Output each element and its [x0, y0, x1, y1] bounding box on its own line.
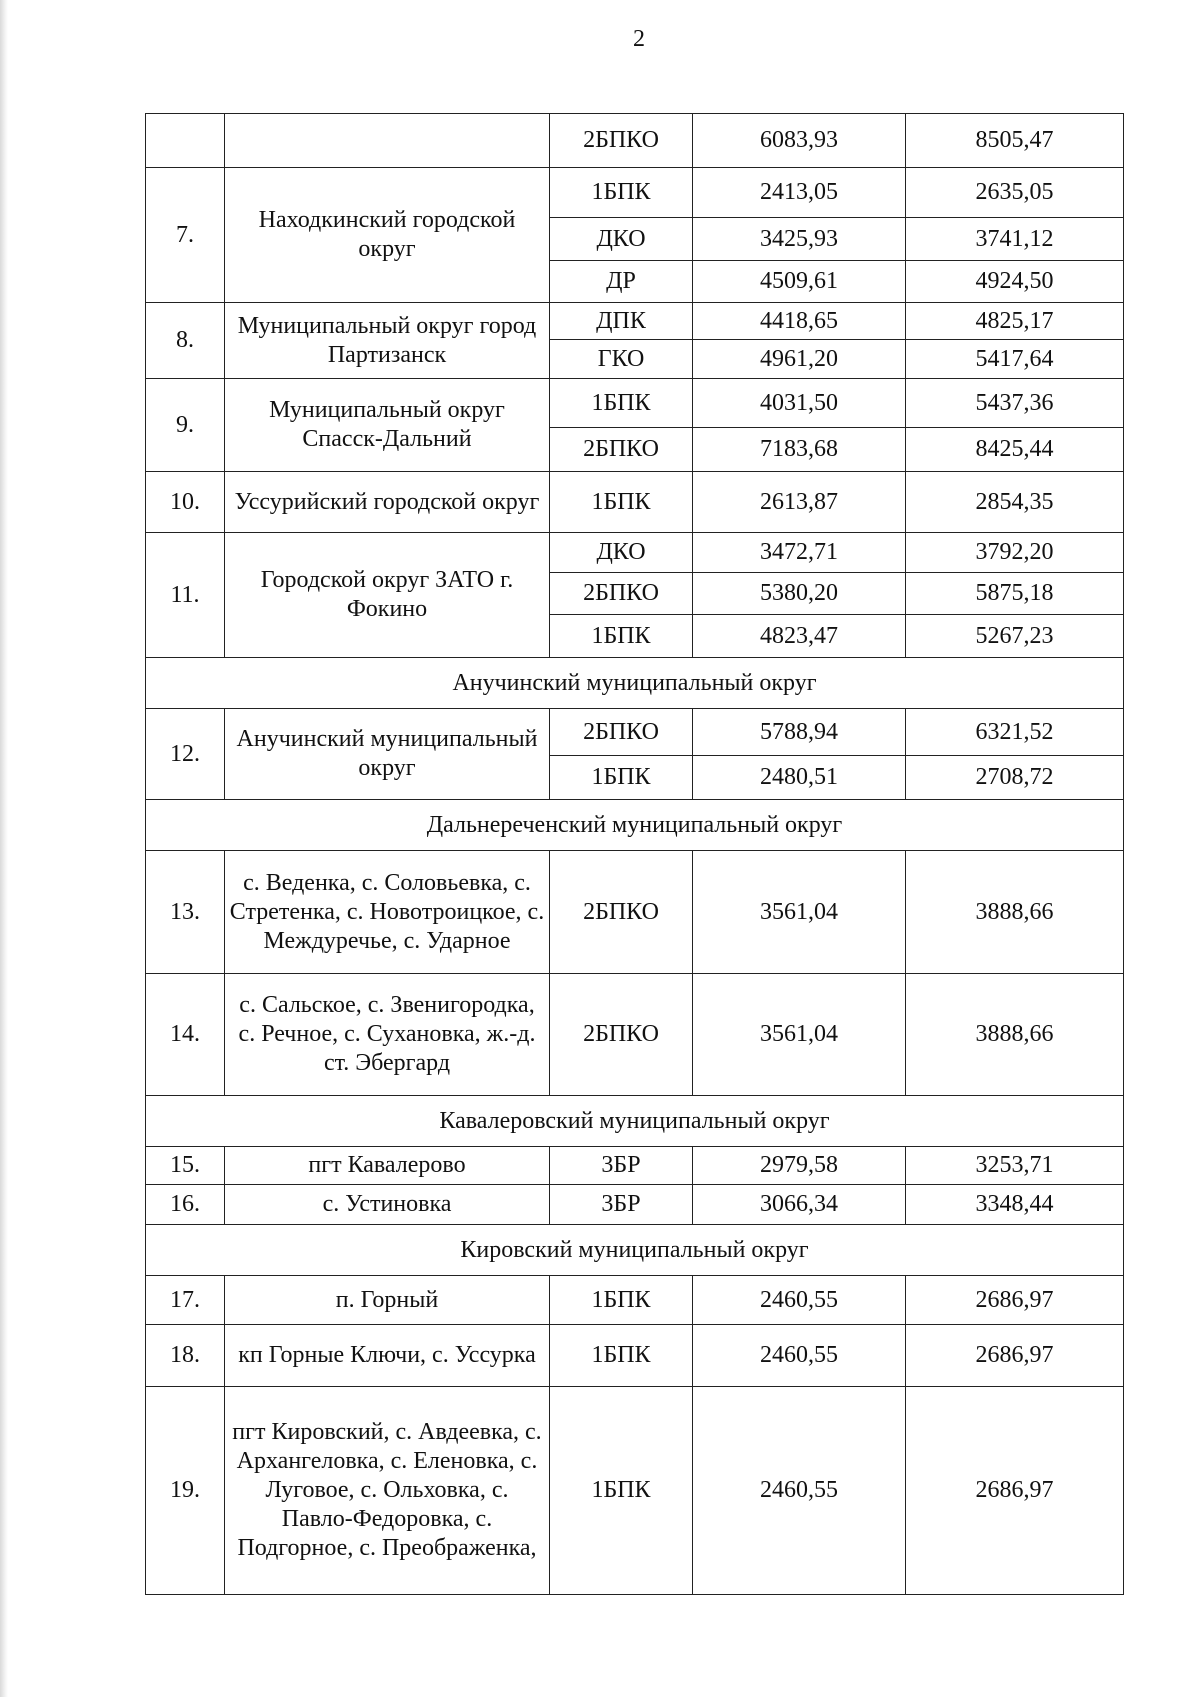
scan-edge-shadow: [0, 0, 8, 1697]
row-value-1: 5788,94: [693, 709, 906, 756]
row-code: 2БПКО: [550, 428, 693, 472]
row-code: 1БПК: [550, 1387, 693, 1595]
row-value-1: 3425,93: [693, 218, 906, 261]
row-code: ДКО: [550, 533, 693, 573]
tariff-table: [145, 113, 1124, 1595]
row-number: 7.: [146, 168, 225, 303]
table-row: [146, 851, 1124, 974]
section-row: [146, 1096, 1124, 1147]
row-value-2: 2686,97: [906, 1276, 1124, 1325]
row-value-1: 2460,55: [693, 1276, 906, 1325]
row-code: ДР: [550, 261, 693, 303]
row-name: [225, 114, 550, 168]
row-code: 1БПК: [550, 1325, 693, 1387]
row-value-2: 3888,66: [906, 851, 1124, 974]
table-row: [146, 1147, 1124, 1185]
row-number: 16.: [146, 1185, 225, 1225]
row-code: 2БПКО: [550, 114, 693, 168]
row-value-2: 2708,72: [906, 756, 1124, 800]
row-name: с. Веденка, с. Соловьевка, с. Стретенка, с. Новотроицкое, с. Междуречье, с. Ударное: [225, 851, 550, 974]
row-value-1: 4031,50: [693, 379, 906, 428]
row-name: с. Сальское, с. Звенигородка, с. Речное, с. Сухановка, ж.-д. ст. Эбергард: [225, 974, 550, 1096]
row-code: ДКО: [550, 218, 693, 261]
row-code: ГКО: [550, 340, 693, 379]
table-row: [146, 303, 1124, 340]
table-row: [146, 1325, 1124, 1387]
row-value-2: 8505,47: [906, 114, 1124, 168]
table-row: [146, 379, 1124, 428]
row-value-2: 3741,12: [906, 218, 1124, 261]
row-value-2: 4825,17: [906, 303, 1124, 340]
row-name: Городской округ ЗАТО г. Фокино: [225, 533, 550, 658]
row-value-1: 4509,61: [693, 261, 906, 303]
row-name: Находкинский городской округ: [225, 168, 550, 303]
row-value-2: 5437,36: [906, 379, 1124, 428]
row-number: 17.: [146, 1276, 225, 1325]
row-value-1: 3561,04: [693, 974, 906, 1096]
row-name: кп Горные Ключи, с. Уссурка: [225, 1325, 550, 1387]
table-row: [146, 1276, 1124, 1325]
row-number: 8.: [146, 303, 225, 379]
row-code: 1БПК: [550, 168, 693, 218]
row-code: 2БПКО: [550, 974, 693, 1096]
row-number: 19.: [146, 1387, 225, 1595]
row-value-1: 5380,20: [693, 573, 906, 615]
table-row: [146, 709, 1124, 756]
section-row: [146, 658, 1124, 709]
row-number: 10.: [146, 472, 225, 533]
section-heading-dalnerechensky: Дальнереченский муниципальный округ: [146, 800, 1124, 851]
row-number: 11.: [146, 533, 225, 658]
row-code: ДПК: [550, 303, 693, 340]
section-row: [146, 1225, 1124, 1276]
table-row: [146, 472, 1124, 533]
row-value-1: 2613,87: [693, 472, 906, 533]
row-value-2: 8425,44: [906, 428, 1124, 472]
row-value-2: 2635,05: [906, 168, 1124, 218]
row-name: Анучинский муниципальный округ: [225, 709, 550, 800]
row-value-1: 3472,71: [693, 533, 906, 573]
section-heading-kavalerovsky: Кавалеровский муниципальный округ: [146, 1096, 1124, 1147]
table-row: [146, 1185, 1124, 1225]
row-code: 2БПКО: [550, 573, 693, 615]
row-code: 3БР: [550, 1185, 693, 1225]
row-code: 2БПКО: [550, 709, 693, 756]
row-name: с. Устиновка: [225, 1185, 550, 1225]
row-name: пгт Кавалерово: [225, 1147, 550, 1185]
row-value-1: 7183,68: [693, 428, 906, 472]
row-value-2: 6321,52: [906, 709, 1124, 756]
section-row: [146, 800, 1124, 851]
row-number: 9.: [146, 379, 225, 472]
row-code: 1БПК: [550, 379, 693, 428]
row-number: 14.: [146, 974, 225, 1096]
page-number: 2: [633, 26, 645, 52]
row-number: 15.: [146, 1147, 225, 1185]
row-number: 12.: [146, 709, 225, 800]
row-name: Муниципальный округ Спасск-Дальний: [225, 379, 550, 472]
row-value-2: 3253,71: [906, 1147, 1124, 1185]
section-heading-anuchinsky: Анучинский муниципальный округ: [146, 658, 1124, 709]
row-value-2: 2686,97: [906, 1325, 1124, 1387]
table-row: [146, 1387, 1124, 1595]
table-row: [146, 974, 1124, 1096]
row-value-2: 5417,64: [906, 340, 1124, 379]
row-code: 2БПКО: [550, 851, 693, 974]
row-code: 3БР: [550, 1147, 693, 1185]
row-value-1: 2979,58: [693, 1147, 906, 1185]
row-value-1: 2480,51: [693, 756, 906, 800]
row-code: 1БПК: [550, 1276, 693, 1325]
row-value-2: 5875,18: [906, 573, 1124, 615]
table-row: [146, 533, 1124, 573]
row-value-1: 4418,65: [693, 303, 906, 340]
row-number: 18.: [146, 1325, 225, 1387]
row-code: 1БПК: [550, 472, 693, 533]
section-heading-kirovsky: Кировский муниципальный округ: [146, 1225, 1124, 1276]
row-value-1: 2413,05: [693, 168, 906, 218]
row-value-2: 3348,44: [906, 1185, 1124, 1225]
table-row: [146, 168, 1124, 218]
row-value-1: 2460,55: [693, 1325, 906, 1387]
row-value-1: 4961,20: [693, 340, 906, 379]
row-value-1: 3561,04: [693, 851, 906, 974]
row-value-1: 4823,47: [693, 615, 906, 658]
row-value-2: 3888,66: [906, 974, 1124, 1096]
row-name: Уссурийский городской округ: [225, 472, 550, 533]
row-value-2: 2854,35: [906, 472, 1124, 533]
row-name: Муниципальный округ город Партизанск: [225, 303, 550, 379]
table-row: [146, 114, 1124, 168]
row-number: 13.: [146, 851, 225, 974]
row-value-2: 3792,20: [906, 533, 1124, 573]
row-name: пгт Кировский, с. Авдеевка, с. Архангеловка, с. Еленовка, с. Луговое, с. Ольховка, с. Павло-Федоровка, с. Подгорное, с. Преображенка,: [225, 1387, 550, 1595]
row-value-2: 4924,50: [906, 261, 1124, 303]
row-code: 1БПК: [550, 756, 693, 800]
row-number: [146, 114, 225, 168]
row-value-1: 6083,93: [693, 114, 906, 168]
row-value-1: 3066,34: [693, 1185, 906, 1225]
row-value-2: 5267,23: [906, 615, 1124, 658]
row-name: п. Горный: [225, 1276, 550, 1325]
row-value-1: 2460,55: [693, 1387, 906, 1595]
row-code: 1БПК: [550, 615, 693, 658]
row-value-2: 2686,97: [906, 1387, 1124, 1595]
